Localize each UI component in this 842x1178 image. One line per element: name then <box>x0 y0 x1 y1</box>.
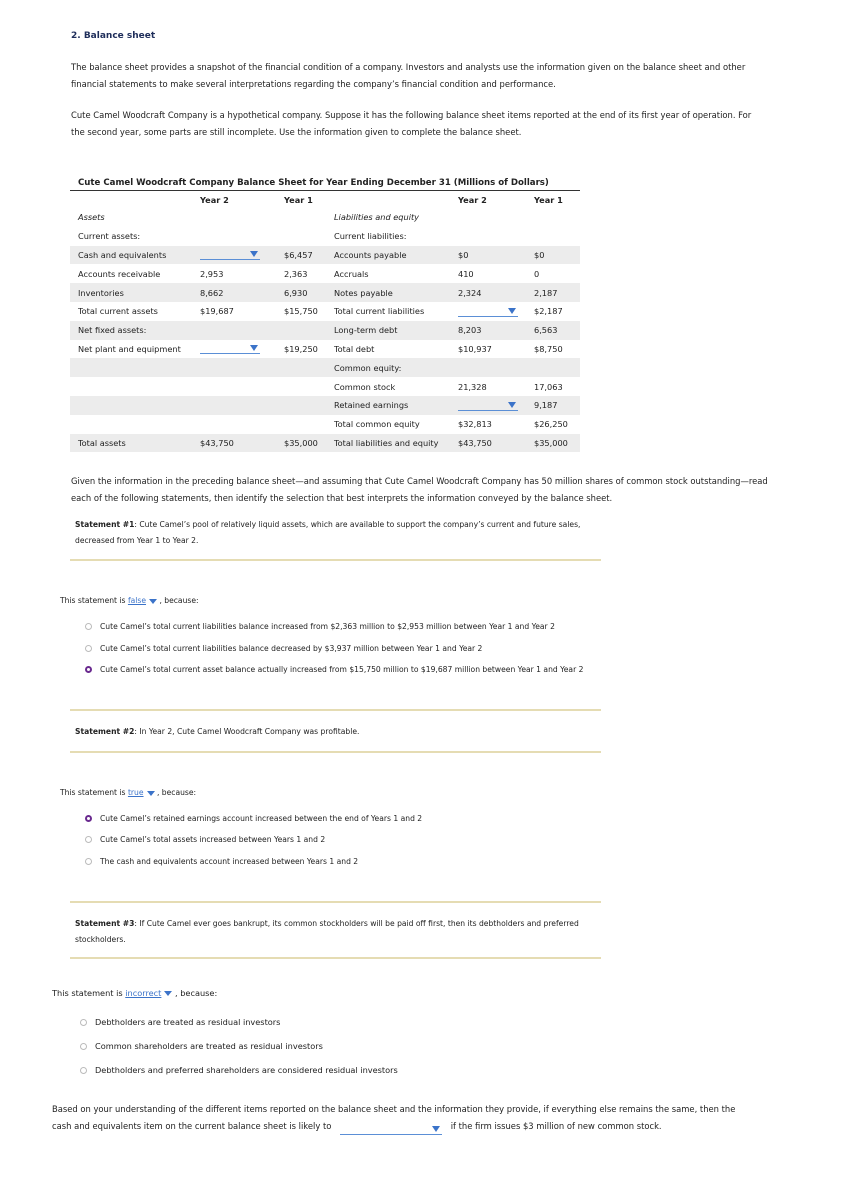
cell-value: 6,563 <box>526 321 580 340</box>
cell-label: Total liabilities and equity <box>326 434 450 453</box>
cell-label: Total current liabilities <box>334 306 425 317</box>
chevron-down-icon <box>250 345 258 351</box>
chevron-down-icon <box>164 991 172 996</box>
cell-value: 8,662 <box>192 283 276 302</box>
radio-button[interactable] <box>80 1019 87 1026</box>
cash-effect-dropdown[interactable] <box>340 1124 442 1135</box>
cell-value: 2,363 <box>284 268 308 279</box>
cash-year2-dropdown[interactable] <box>200 249 260 260</box>
statement-2-option-2[interactable]: Cute Camel’s total assets increased between Years 1 and 2 <box>85 835 325 844</box>
divider <box>70 751 601 753</box>
cell-label: Net plant and equipment <box>78 343 181 354</box>
statement-3-option-3[interactable]: Debtholders and preferred shareholders are considered residual investors <box>80 1065 398 1075</box>
statement-3-option-1[interactable]: Debtholders are treated as residual investors <box>80 1017 280 1027</box>
cell-value: 2,953 <box>200 268 224 279</box>
cell-label: Common stock <box>334 381 396 392</box>
table-row <box>70 358 580 377</box>
statement-label: Statement #2 <box>75 727 135 736</box>
cell-label: Accruals <box>334 268 369 279</box>
statement-2-option-3[interactable]: The cash and equivalents account increased between Years 1 and 2 <box>85 857 358 866</box>
cell-value: 6,930 <box>276 283 326 302</box>
cell-label: Inventories <box>70 283 192 302</box>
table-row <box>70 264 580 283</box>
cell-value: 17,063 <box>534 381 563 392</box>
cell-label: Long-term debt <box>326 321 450 340</box>
balance-sheet-table <box>70 191 580 452</box>
statement-2 <box>75 724 595 740</box>
statement-3-option-2[interactable]: Common shareholders are treated as residual investors <box>80 1041 323 1051</box>
radio-button[interactable] <box>85 623 92 630</box>
statement-text: : In Year 2, Cute Camel Woodcraft Company was profitable. <box>134 727 360 736</box>
cell-label: Total common equity <box>334 419 420 430</box>
statement-text: : Cute Camel’s pool of relatively liquid assets, which are available to support the company’s current and future sales, decreased from Year 1 to Year 2. <box>75 520 581 545</box>
table-header-row <box>70 191 580 208</box>
cell-label: Total current assets <box>78 306 158 317</box>
cell-value: $0 <box>450 246 526 265</box>
chevron-down-icon <box>508 308 516 314</box>
cell-value: 21,328 <box>458 381 487 392</box>
statement-3 <box>75 916 595 947</box>
cell-value: $35,000 <box>276 434 326 453</box>
cell-value: $8,750 <box>534 343 563 354</box>
cell-value: $26,250 <box>534 419 568 430</box>
chevron-down-icon <box>250 251 258 257</box>
total-current-liabilities-year2-dropdown[interactable] <box>458 306 518 317</box>
table-row <box>70 340 580 359</box>
retained-earnings-year2-dropdown[interactable] <box>458 400 518 411</box>
table-row <box>70 208 580 227</box>
statement-3-verdict: This statement is incorrect , because: <box>52 988 218 998</box>
col-header-year1: Year 1 <box>534 194 563 205</box>
section-heading: 2. Balance sheet <box>71 31 156 41</box>
col-header-year2: Year 2 <box>458 194 487 205</box>
cell-value: 9,187 <box>526 396 580 415</box>
radio-button[interactable] <box>85 858 92 865</box>
statement-1 <box>75 517 595 548</box>
chevron-down-icon <box>432 1126 440 1132</box>
cell-value: 2,187 <box>526 283 580 302</box>
table-row <box>70 415 580 434</box>
cell-label: Common equity: <box>326 358 450 377</box>
net-plant-year2-dropdown[interactable] <box>200 343 260 354</box>
cell-value: $43,750 <box>192 434 276 453</box>
cell-value: 8,203 <box>450 321 526 340</box>
cell-value: 0 <box>534 268 540 279</box>
statement-3-verdict-dropdown[interactable]: incorrect <box>125 988 172 998</box>
cell-label: Notes payable <box>326 283 450 302</box>
cell-label: Cash and equivalents <box>70 246 192 265</box>
statement-2-verdict: This statement is true , because: <box>60 788 197 797</box>
table-row <box>70 377 580 396</box>
cell-value: $32,813 <box>458 419 492 430</box>
cell-value: $0 <box>526 246 580 265</box>
chevron-down-icon <box>147 791 155 796</box>
cell-value: $19,687 <box>200 306 234 317</box>
final-question: Based on your understanding of the different items reported on the balance sheet and the information they provide, if everything else remains the same, then the cash and equivalents item on the current balance sheet is likely to if the firm issues $3 million of new common stock. <box>52 1101 752 1135</box>
cell-label: Total assets <box>70 434 192 453</box>
table-row <box>70 302 580 321</box>
cell-value: $43,750 <box>450 434 526 453</box>
cell-label: Accounts receivable <box>78 268 161 279</box>
balance-sheet <box>70 176 580 452</box>
cell-label: Assets <box>78 212 105 223</box>
divider <box>70 559 601 561</box>
table-row <box>70 283 580 302</box>
statement-label: Statement #3 <box>75 919 135 928</box>
table-row <box>70 246 580 265</box>
cell-value: $10,937 <box>458 343 492 354</box>
cell-label: Total debt <box>334 343 375 354</box>
divider <box>70 709 601 711</box>
cell-value: 2,324 <box>450 283 526 302</box>
table-row <box>70 434 580 453</box>
col-header-year2: Year 2 <box>200 194 229 205</box>
intro-paragraph-2: Cute Camel Woodcraft Company is a hypothetical company. Suppose it has the following balance sheet items reported at the end of its first year of operation. For the second year, some parts are still incomplete. Use the information given to complete the balance sheet. <box>71 110 752 137</box>
cell-label: Current assets: <box>78 231 141 242</box>
balance-sheet-title: Cute Camel Woodcraft Company Balance Sheet for Year Ending December 31 (Millions of Dollars) <box>70 176 580 191</box>
cell-value: 410 <box>458 268 474 279</box>
statement-label: Statement #1 <box>75 520 135 529</box>
cell-value: $19,250 <box>284 343 318 354</box>
statement-2-verdict-dropdown[interactable]: true <box>128 788 155 797</box>
cell-label: Liabilities and equity <box>334 212 420 223</box>
radio-button[interactable] <box>80 1067 87 1074</box>
radio-button[interactable] <box>80 1043 87 1050</box>
cell-label: Accounts payable <box>326 246 450 265</box>
statement-1-option-2[interactable]: Cute Camel’s total current liabilities balance decreased by $3,937 million between Year 1 and Year 2 <box>85 644 482 653</box>
statement-1-option-1[interactable]: Cute Camel’s total current liabilities balance increased from $2,363 million to $2,953 million between Year 1 and Year 2 <box>85 622 555 631</box>
divider <box>70 901 601 903</box>
intro-paragraph-1: The balance sheet provides a snapshot of the financial condition of a company. Investors and analysts use the information given on the balance sheet and other financial statements to make several interpretations regarding the company’s financial condition and performance. <box>71 62 746 89</box>
statement-1-verdict: This statement is false , because: <box>60 596 199 605</box>
given-paragraph: Given the information in the preceding balance sheet—and assuming that Cute Camel Woodcraft Company has 50 million shares of common stock outstanding—read each of the following statements, then identify the selection that best interprets the information conveyed by the balance sheet. <box>71 476 768 503</box>
cell-label: Retained earnings <box>326 396 450 415</box>
radio-button[interactable] <box>85 645 92 652</box>
cell-label: Current liabilities: <box>334 231 407 242</box>
cell-label: Net fixed assets: <box>70 321 192 340</box>
radio-button-selected[interactable] <box>85 815 92 822</box>
statement-2-option-1[interactable]: Cute Camel’s retained earnings account increased between the end of Years 1 and 2 <box>85 814 422 823</box>
chevron-down-icon <box>149 599 157 604</box>
cell-value: $35,000 <box>526 434 580 453</box>
chevron-down-icon <box>508 402 516 408</box>
cell-value: $2,187 <box>534 306 563 317</box>
radio-button[interactable] <box>85 836 92 843</box>
statement-1-option-3[interactable]: Cute Camel’s total current asset balance actually increased from $15,750 million to $19,687 million between Year 1 and Year 2 <box>85 665 583 674</box>
table-row <box>70 227 580 246</box>
statement-1-verdict-dropdown[interactable]: false <box>128 596 157 605</box>
table-row <box>70 321 580 340</box>
cell-value: $6,457 <box>276 246 326 265</box>
statement-text: : If Cute Camel ever goes bankrupt, its common stockholders will be paid off first, then its debtholders and preferred stockholders. <box>75 919 579 944</box>
cell-value: $15,750 <box>284 306 318 317</box>
table-row <box>70 396 580 415</box>
radio-button-selected[interactable] <box>85 666 92 673</box>
divider <box>70 957 601 959</box>
col-header-year1: Year 1 <box>284 194 313 205</box>
